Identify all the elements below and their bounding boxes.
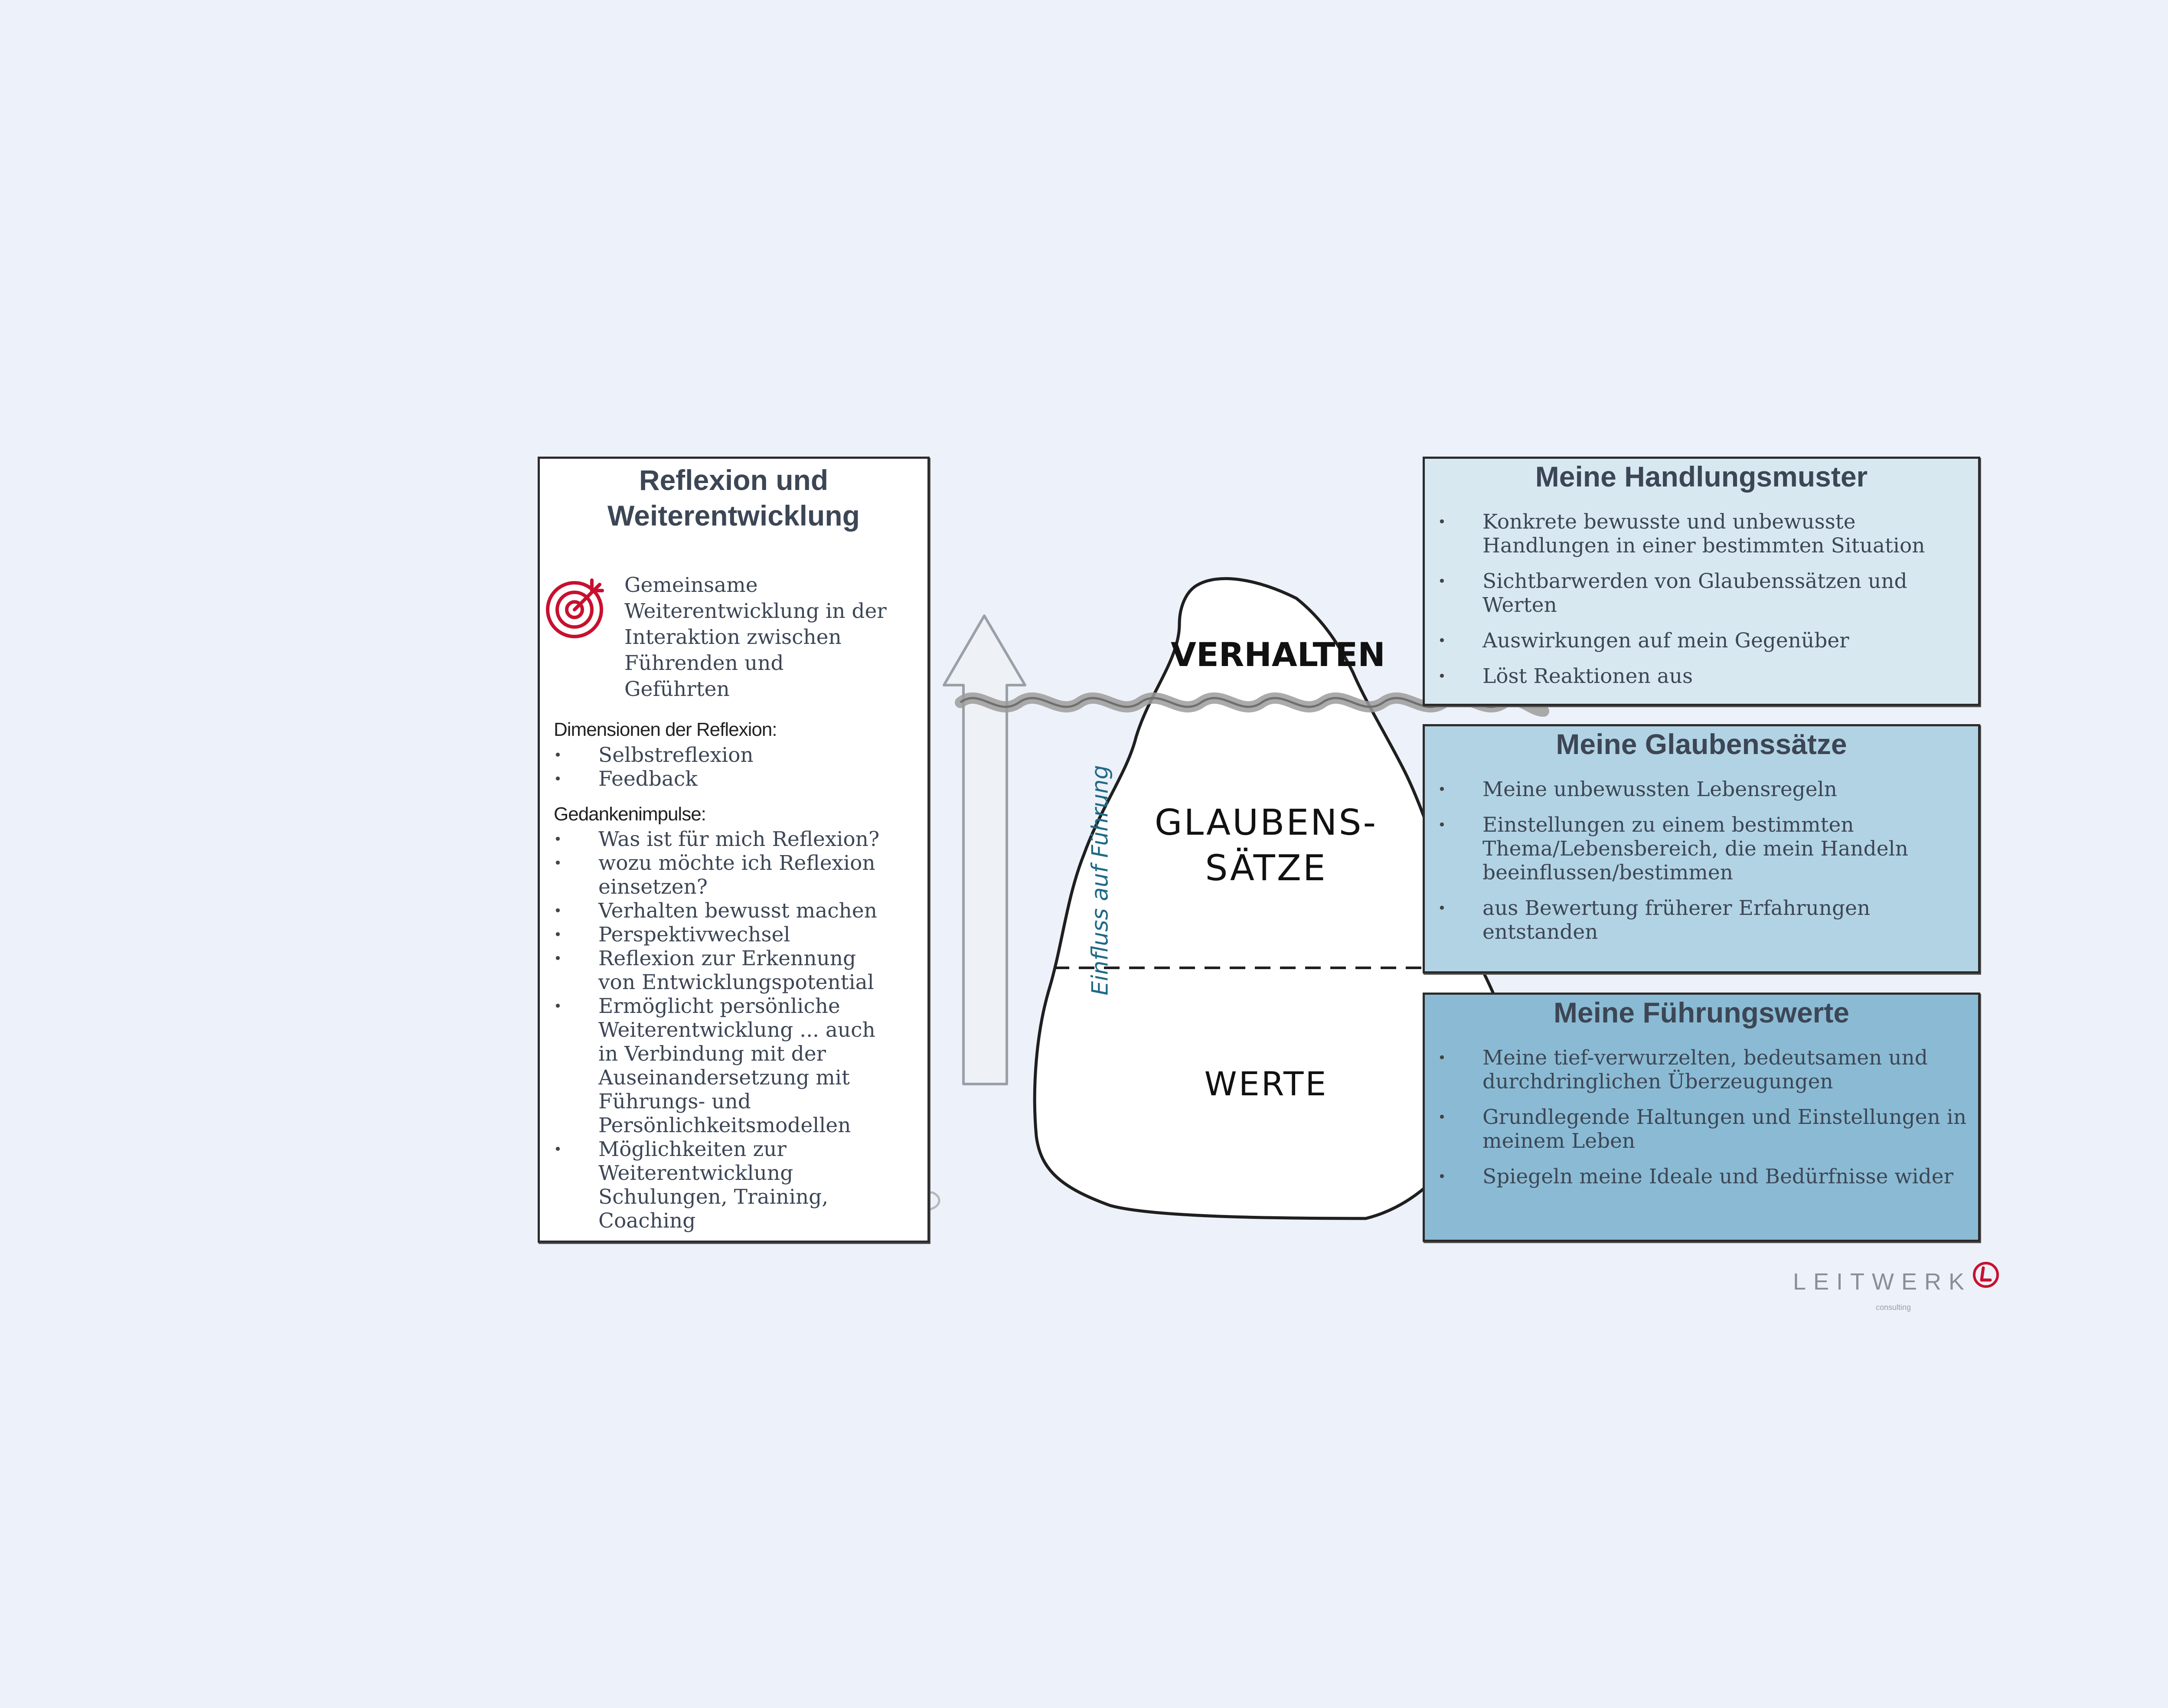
- goal-row: [540, 573, 927, 701]
- logo-subtitle: consulting: [1876, 1303, 1911, 1312]
- iceberg-label-verhalten: VERHALTEN: [1171, 635, 1385, 674]
- panel-title: Meine Führungswerte: [1553, 996, 1850, 1029]
- list-item: • Verhalten bewusst machen: [554, 899, 896, 923]
- reflection-panel-title: [540, 462, 927, 533]
- influence-arrow-label: Einfluss auf Führung: [1087, 765, 1113, 996]
- leitwerk-logo: LEITWERK: [1793, 1269, 1972, 1295]
- list-item: • Einstellungen zu einem bestimmten Thema/Lebensbereich, die mein Handeln beeinflussen/bestimmen: [1438, 813, 1967, 885]
- handlungsmuster-list: [1438, 510, 1967, 700]
- list-item: • Möglichkeiten zur Weiterentwicklung Schulungen, Training, Coaching: [554, 1137, 896, 1233]
- panel-fuehrungswerte: [1423, 993, 1980, 1242]
- list-item: • aus Bewertung früherer Erfahrungen entstanden: [1438, 896, 1967, 944]
- leitwerk-logo-icon: [1972, 1261, 2000, 1289]
- list-item: • wozu möchte ich Reflexion einsetzen?: [554, 851, 896, 899]
- goal-text: Gemeinsame Weiterentwicklung in der Interaktion zwischen Führenden und Geführten: [624, 573, 887, 701]
- list-item: • Meine unbewussten Lebensregeln: [1438, 777, 1967, 801]
- target-icon: [543, 575, 608, 640]
- impulses-heading: Gedankenimpulse:: [554, 803, 706, 825]
- panel-title: Meine Handlungsmuster: [1535, 460, 1868, 493]
- list-item: • Feedback: [554, 767, 901, 791]
- title-line-2: Weiterentwicklung: [607, 500, 860, 532]
- list-item: • Selbstreflexion: [554, 743, 901, 767]
- iceberg-label-glaubens-line1: GLAUBENS-: [1154, 802, 1378, 843]
- impulses-list: [554, 827, 896, 1233]
- list-item: • Auswirkungen auf mein Gegenüber: [1438, 629, 1967, 653]
- reflection-panel: [538, 457, 930, 1243]
- panel-glaubenssaetze: [1423, 724, 1980, 973]
- list-item: • Meine tief-verwurzelten, bedeutsamen und durchdringlichen Überzeugungen: [1438, 1046, 1967, 1094]
- dimensions-heading: Dimensionen der Reflexion:: [554, 719, 777, 740]
- fuehrungswerte-list: [1438, 1046, 1967, 1200]
- list-item: • Ermöglicht persönliche Weiterentwicklung ... auch in Verbindung mit der Auseinandersetzung mit Führungs- und Persönlichkeitsmodellen: [554, 994, 896, 1137]
- list-item: • Reflexion zur Erkennung von Entwicklungspotential: [554, 947, 896, 994]
- list-item: • Was ist für mich Reflexion?: [554, 827, 896, 851]
- list-item: • Grundlegende Haltungen und Einstellungen in meinem Leben: [1438, 1105, 1967, 1153]
- list-item: • Perspektivwechsel: [554, 923, 896, 947]
- panel-handlungsmuster: [1423, 457, 1980, 706]
- iceberg-label-werte: WERTE: [1204, 1065, 1328, 1103]
- list-item: • Sichtbarwerden von Glaubenssätzen und Werten: [1438, 569, 1967, 617]
- title-line-1: Reflexion und: [639, 464, 829, 496]
- list-item: • Spiegeln meine Ideale und Bedürfnisse wider: [1438, 1165, 1967, 1189]
- list-item: • Konkrete bewusste und unbewusste Handlungen in einer bestimmten Situation: [1438, 510, 1967, 558]
- iceberg-label-glaubens-line2: SÄTZE: [1205, 848, 1327, 889]
- panel-title: Meine Glaubenssätze: [1556, 728, 1847, 760]
- influence-arrow: [944, 616, 1025, 1084]
- list-item: • Löst Reaktionen aus: [1438, 664, 1967, 688]
- dimensions-list: [554, 743, 901, 791]
- glaubenssaetze-list: [1438, 777, 1967, 956]
